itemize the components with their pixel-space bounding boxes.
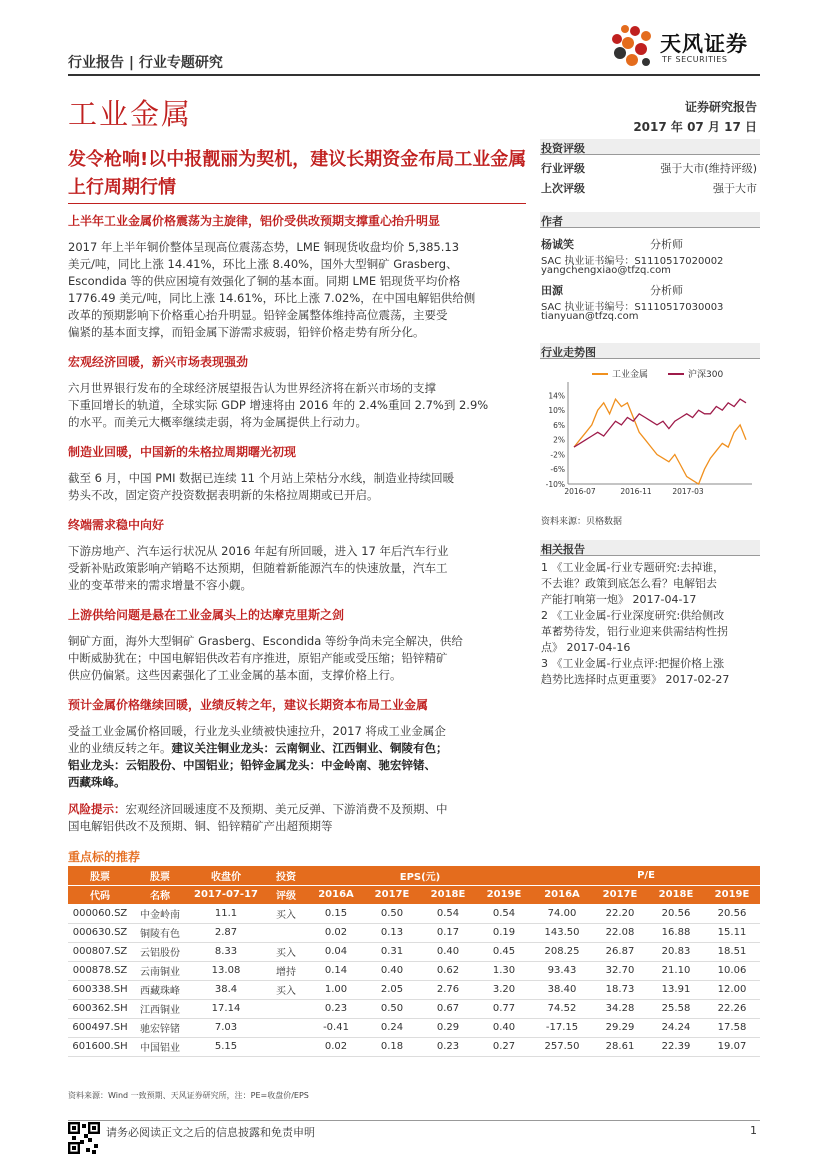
table-cell: 1.30 — [476, 961, 532, 980]
table-cell: 江西铜业 — [132, 999, 188, 1018]
text-line: 2017 年上半年铜价整体呈现高位震荡态势，LME 铜现货收盘均价 5,385.13 — [68, 240, 460, 254]
table-cell: 0.45 — [476, 942, 532, 961]
table-cell: 19.07 — [704, 1037, 760, 1056]
trend-chart-svg — [540, 362, 760, 512]
table-cell: 000878.SZ — [68, 961, 132, 980]
footer-disclaimer: 请务必阅读正文之后的信息披露和免责申明 — [106, 1126, 315, 1139]
text-line: 趋势比选择时点更重要》 2017-02-27 — [541, 673, 730, 686]
related-heading: 相关报告 — [541, 543, 585, 556]
text-line: 受新补贴政策影响产销略不达预期，但随着新能源汽车的快速放量，汽车工 — [68, 561, 448, 575]
text-line: 的水平。而美元大概率继续走弱，将为金属提供上行动力。 — [68, 415, 367, 429]
main-body — [68, 212, 526, 835]
text-line: 革蓄势待发，铝行业迎来供需结构性拐 — [541, 625, 728, 638]
table-cell: 257.50 — [532, 1037, 592, 1056]
table-cell: 云铝股份 — [132, 942, 188, 961]
column-header: 2016A — [308, 885, 364, 904]
table-cell: 74.52 — [532, 999, 592, 1018]
table-cell: -0.41 — [308, 1018, 364, 1037]
page-number: 1 — [750, 1124, 757, 1137]
table-cell: 0.54 — [476, 904, 532, 923]
table-cell: 74.00 — [532, 904, 592, 923]
table-cell: 38.40 — [532, 980, 592, 999]
text-line: 铜矿方面，海外大型铜矿 Grasberg、Escondida 等纷争尚未完全解决，供给 — [68, 634, 463, 648]
author-name: 田源 — [541, 284, 563, 297]
table-cell: 0.67 — [420, 999, 476, 1018]
text-line: 美元/吨，同比上涨 14.41%，环比上涨 8.40%，国外大型铜矿 Grasberg、 — [68, 257, 458, 271]
section-paragraph — [68, 239, 526, 341]
prev-rating-value: 强于大市 — [713, 182, 757, 195]
section-heading: 宏观经济回暖，新兴市场表现强劲 — [68, 355, 249, 369]
text-line: 势头不改，固定资产投资数据表明新的朱格拉周期或已开启。 — [68, 488, 379, 502]
table-cell: 28.61 — [592, 1037, 648, 1056]
text-line: 六月世界银行发布的全球经济展望报告认为世界经济将在新兴市场的支撑 — [68, 381, 436, 395]
column-header: 收盘价 — [188, 866, 264, 885]
table-cell: 西藏珠峰 — [132, 980, 188, 999]
section-heading: 制造业回暖，中国新的朱格拉周期曙光初现 — [68, 445, 297, 459]
table-cell: 22.08 — [592, 923, 648, 942]
table-cell: 增持 — [264, 961, 308, 980]
y-tick-label: 6% — [553, 420, 565, 430]
risk-label: 风险提示： — [68, 802, 126, 816]
text-line: 2 《工业金属-行业深度研究:供给侧改 — [541, 609, 725, 622]
report-title: 发令枪响!以中报靓丽为契机，建议长期资金布局工业金属上行周期行情 — [68, 149, 527, 198]
industry-title: 工业金属 — [68, 97, 193, 131]
table-cell: 38.4 — [188, 980, 264, 999]
text-line: 中断威胁犹在；中国电解铝供改若有序推进，原铝产能或受压缩；铅锌精矿 — [68, 651, 448, 665]
table-cell: 10.06 — [704, 961, 760, 980]
table-cell: 601600.SH — [68, 1037, 132, 1056]
table-cell: 3.20 — [476, 980, 532, 999]
text-line: 改革的预期影响下价格重心抬升明显。铅锌金属整体维持高位震荡，主要受 — [68, 308, 448, 322]
logo-mark-icon — [608, 22, 658, 70]
author-sac: SAC 执业证书编号：S1110517030003 — [541, 302, 724, 313]
table-cell — [264, 923, 308, 942]
table-cell: 20.56 — [704, 904, 760, 923]
legend-label: 工业金属 — [612, 370, 649, 380]
table-cell — [264, 1037, 308, 1056]
table-cell: 铜陵有色 — [132, 923, 188, 942]
related-report-item[interactable] — [541, 560, 761, 608]
table-cell: 000630.SZ — [68, 923, 132, 942]
text-line: Escondida 等的供应困境有效强化了铜的基本面。同期 LME 铝现货平均价格 — [68, 274, 461, 288]
table-cell: 0.31 — [364, 942, 420, 961]
column-header: 名称 — [132, 885, 188, 904]
table-cell: 驰宏锌锗 — [132, 1018, 188, 1037]
text-line: 产能打响第一炮》 2017-04-17 — [541, 593, 697, 606]
table-cell: 143.50 — [532, 923, 592, 942]
text-line: 业的业绩反转之年。 — [68, 741, 172, 755]
table-cell: 17.14 — [188, 999, 264, 1018]
column-header: 2019E — [476, 885, 532, 904]
section-heading: 上游供给问题是悬在工业金属头上的达摩克里斯之剑 — [68, 608, 345, 622]
qr-code-icon — [68, 1122, 100, 1154]
column-header: 2018E — [420, 885, 476, 904]
y-tick-label: -6% — [550, 465, 565, 475]
table-cell: 000807.SZ — [68, 942, 132, 961]
table-cell: 13.08 — [188, 961, 264, 980]
table-cell: 0.40 — [420, 942, 476, 961]
table-cell: 11.1 — [188, 904, 264, 923]
table-row — [68, 942, 760, 961]
table-cell: 0.27 — [476, 1037, 532, 1056]
related-reports — [541, 560, 761, 688]
column-header: 2017-07-17 — [188, 885, 264, 904]
y-tick-label: 10% — [548, 406, 565, 416]
text-line: 偏紧的基本面支撑，而铅金属下游需求疲弱，铅锌价格走势有所分化。 — [68, 325, 425, 339]
table-cell: 34.28 — [592, 999, 648, 1018]
table-cell: 21.10 — [648, 961, 704, 980]
table-cell: 0.40 — [476, 1018, 532, 1037]
column-header: 股票 — [68, 866, 132, 885]
table-cell: 208.25 — [532, 942, 592, 961]
table-row — [68, 1037, 760, 1056]
table-cell: 0.02 — [308, 1037, 364, 1056]
column-header: 投资 — [264, 866, 308, 885]
column-header: EPS(元) — [308, 866, 532, 885]
logo-text-en: TF SECURITIES — [662, 55, 728, 64]
table-cell: 22.20 — [592, 904, 648, 923]
table-cell: 买入 — [264, 980, 308, 999]
risk-warning — [68, 801, 526, 835]
x-tick-label: 2017-03 — [672, 487, 704, 496]
table-cell: 5.15 — [188, 1037, 264, 1056]
table-cell: 0.23 — [420, 1037, 476, 1056]
x-tick-label: 2016-07 — [564, 487, 596, 496]
table-cell: 0.19 — [476, 923, 532, 942]
table-cell: 中金岭南 — [132, 904, 188, 923]
table-cell: 云南铜业 — [132, 961, 188, 980]
table-cell — [264, 1018, 308, 1037]
section-heading: 上半年工业金属价格震荡为主旋律，铝价受供改预期支撑重心抬升明显 — [68, 214, 441, 228]
text-line: 截至 6 月，中国 PMI 数据已连续 11 个月站上荣枯分水线，制造业持续回暖 — [68, 471, 455, 485]
text-line: 下重回增长的轨道，全球实际 GDP 增速将由 2016 年的 2.4%重回 2.7%到 2.9% — [68, 398, 489, 412]
table-cell: 0.15 — [308, 904, 364, 923]
author-title: 分析师 — [650, 238, 683, 251]
legend-label: 沪深300 — [688, 370, 724, 380]
column-header: 股票 — [132, 866, 188, 885]
table-cell: 0.14 — [308, 961, 364, 980]
table-row — [68, 999, 760, 1018]
table-header-row — [68, 866, 760, 885]
text-line: 3 《工业金属-行业点评:把握价格上涨 — [541, 657, 725, 670]
prev-rating-label: 上次评级 — [541, 182, 585, 195]
industry-rating-label: 行业评级 — [541, 162, 585, 175]
table-cell: 600338.SH — [68, 980, 132, 999]
table-cell: 2.05 — [364, 980, 420, 999]
author-sac: SAC 执业证书编号：S1110517020002 — [541, 256, 724, 267]
table-cell: 25.58 — [648, 999, 704, 1018]
section-paragraph — [68, 723, 526, 791]
recommendation-text: 建议关注铜业龙头：云南铜业、江西铜业、铜陵有色； — [171, 741, 448, 755]
y-tick-label: 14% — [548, 391, 565, 401]
column-header: 2018E — [648, 885, 704, 904]
y-tick-label: 2% — [553, 435, 565, 445]
rating-heading: 投资评级 — [541, 142, 585, 155]
series-line — [574, 399, 746, 447]
series-line — [574, 399, 746, 484]
picks-heading: 重点标的推荐 — [68, 850, 141, 864]
column-header: 2019E — [704, 885, 760, 904]
text-line: 1776.49 美元/吨，同比上涨 14.61%，环比上涨 7.02%，在中国电解铝供给侧 — [68, 291, 476, 305]
table-cell: 17.58 — [704, 1018, 760, 1037]
column-header: P/E — [532, 866, 760, 885]
section-paragraph — [68, 470, 526, 504]
text-line: 供应仍偏紧。这些因素强化了工业金属的基本面，支撑价格上行。 — [68, 668, 402, 682]
author-title: 分析师 — [650, 284, 683, 297]
footer-divider — [68, 1120, 760, 1121]
breadcrumb: 行业报告 | 行业专题研究 — [68, 55, 223, 71]
table-cell: 买入 — [264, 942, 308, 961]
text-line: 点》 2017-04-16 — [541, 641, 631, 654]
recommendation-text: 西藏珠峰。 — [68, 775, 126, 789]
text-line: 业的变革带来的需求增量不容小觑。 — [68, 578, 252, 592]
text-line: 受益工业金属价格回暖，行业龙头业绩被快速拉升，2017 将成工业金属企 — [68, 724, 446, 738]
table-cell: 0.18 — [364, 1037, 420, 1056]
y-tick-label: -2% — [550, 450, 565, 460]
column-header: 代码 — [68, 885, 132, 904]
table-cell: 93.43 — [532, 961, 592, 980]
table-cell: 600362.SH — [68, 999, 132, 1018]
table-cell: 2.87 — [188, 923, 264, 942]
table-cell: 600497.SH — [68, 1018, 132, 1037]
table-row — [68, 961, 760, 980]
table-cell — [264, 999, 308, 1018]
table-cell: 0.54 — [420, 904, 476, 923]
table-cell: 0.50 — [364, 999, 420, 1018]
table-cell: 0.17 — [420, 923, 476, 942]
column-header: 2017E — [592, 885, 648, 904]
text-line: 宏观经济回暖速度不及预期、美元反弹、下游消费不及预期、中 — [125, 802, 448, 816]
section-paragraph — [68, 380, 526, 431]
section-heading: 预计金属价格继续回暖，业绩反转之年，建议长期资本布局工业金属 — [68, 698, 429, 712]
table-cell: 000060.SZ — [68, 904, 132, 923]
table-cell: 0.62 — [420, 961, 476, 980]
table-cell: 0.24 — [364, 1018, 420, 1037]
industry-rating-value: 强于大市(维持评级) — [660, 162, 757, 175]
table-cell: 0.77 — [476, 999, 532, 1018]
table-cell: 24.24 — [648, 1018, 704, 1037]
table-cell: 20.56 — [648, 904, 704, 923]
author-name: 杨诚笑 — [541, 238, 574, 251]
y-tick-label: -10% — [545, 480, 565, 489]
table-cell: 买入 — [264, 904, 308, 923]
table-cell: 2.76 — [420, 980, 476, 999]
company-logo — [608, 22, 768, 72]
chart-source: 资料来源：贝格数据 — [541, 517, 623, 527]
table-cell: 0.29 — [420, 1018, 476, 1037]
column-header: 2016A — [532, 885, 592, 904]
x-tick-label: 2016-11 — [620, 487, 652, 496]
section-heading: 终端需求稳中向好 — [68, 518, 165, 532]
table-cell: 0.02 — [308, 923, 364, 942]
table-cell: 0.13 — [364, 923, 420, 942]
table-cell: 20.83 — [648, 942, 704, 961]
table-cell: 中国铝业 — [132, 1037, 188, 1056]
chart-heading: 行业走势图 — [541, 346, 596, 359]
author-email[interactable]: yangchengxiao@tfzq.com — [541, 265, 671, 276]
picks-table — [68, 866, 760, 1057]
text-line: 1 《工业金属-行业专题研究:去掉谁， — [541, 561, 725, 574]
table-cell: 16.88 — [648, 923, 704, 942]
header-divider — [68, 74, 760, 76]
logo-text: 天风证券 — [660, 32, 748, 56]
table-cell: 32.70 — [592, 961, 648, 980]
related-report-item[interactable] — [541, 608, 761, 656]
recommendation-text: 铝业龙头：云铝股份、中国铝业；铅锌金属龙头：中金岭南、驰宏锌锗、 — [68, 758, 436, 772]
table-cell: 0.04 — [308, 942, 364, 961]
table-row — [68, 980, 760, 999]
table-cell: 18.73 — [592, 980, 648, 999]
table-cell: 0.50 — [364, 904, 420, 923]
table-cell: 15.11 — [704, 923, 760, 942]
table-cell: 0.40 — [364, 961, 420, 980]
title-divider — [68, 203, 526, 204]
table-cell: 26.87 — [592, 942, 648, 961]
table-row — [68, 1018, 760, 1037]
author-header-bg — [540, 212, 760, 228]
related-report-item[interactable] — [541, 656, 761, 688]
text-line: 不去谁？政策到底怎么看？电解铝去 — [541, 577, 717, 590]
table-cell: 22.26 — [704, 999, 760, 1018]
table-cell: 7.03 — [188, 1018, 264, 1037]
table-cell: 8.33 — [188, 942, 264, 961]
table-cell: 12.00 — [704, 980, 760, 999]
text-line: 下游房地产、汽车运行状况从 2016 年起有所回暖，进入 17 年后汽车行业 — [68, 544, 449, 558]
table-cell: 18.51 — [704, 942, 760, 961]
table-row — [68, 923, 760, 942]
section-paragraph — [68, 543, 526, 594]
table-cell: 22.39 — [648, 1037, 704, 1056]
column-header: 2017E — [364, 885, 420, 904]
section-paragraph — [68, 633, 526, 684]
column-header: 评级 — [264, 885, 308, 904]
trend-chart — [540, 362, 760, 512]
table-cell: -17.15 — [532, 1018, 592, 1037]
table-row — [68, 904, 760, 923]
report-date: 2017 年 07 月 17 日 — [633, 120, 757, 134]
table-cell: 1.00 — [308, 980, 364, 999]
author-heading: 作者 — [541, 215, 563, 228]
table-cell: 0.23 — [308, 999, 364, 1018]
report-type: 证券研究报告 — [684, 100, 757, 114]
table-cell: 29.29 — [592, 1018, 648, 1037]
table-header-row — [68, 885, 760, 904]
text-line: 国电解铝供改不及预期、铜、铅锌精矿产出超预期等 — [68, 819, 333, 833]
table-cell: 13.91 — [648, 980, 704, 999]
table-source: 资料来源：Wind 一致预期、天风证券研究所，注：PE=收盘价/EPS — [68, 1091, 309, 1100]
author-email[interactable]: tianyuan@tfzq.com — [541, 311, 639, 322]
